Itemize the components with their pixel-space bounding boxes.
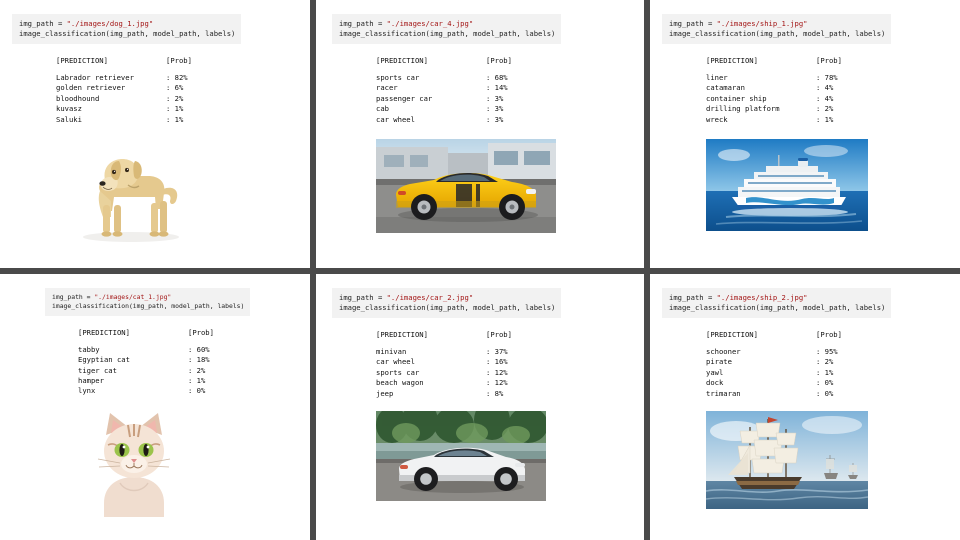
- cat-photo: [90, 407, 178, 517]
- prediction-prob: : 2%: [188, 365, 206, 375]
- code-line-2: image_classification(img_path, model_path, labels): [339, 303, 556, 313]
- dog-illustration: [56, 139, 206, 244]
- prediction-prob: : 6%: [166, 83, 184, 93]
- code-string-path: "./images/ship_2.jpg": [716, 293, 808, 302]
- prediction-label: schooner: [706, 346, 741, 356]
- tall-ship-illustration: [706, 411, 868, 509]
- prediction-label: hamper: [78, 375, 104, 385]
- code-string-path: "./images/ship_1.jpg": [716, 19, 808, 28]
- prediction-label: drilling platform: [706, 104, 780, 114]
- prediction-prob: : 1%: [816, 367, 834, 377]
- prediction-row: [706, 378, 960, 388]
- prediction-label: tiger cat: [78, 365, 117, 375]
- code-block-wrap: [650, 0, 960, 44]
- yellow-sports-car-photo: [376, 139, 556, 233]
- code-assignment: img_path =: [19, 19, 67, 28]
- prediction-header: [706, 56, 960, 66]
- prediction-col-header: [PREDICTION]: [56, 56, 108, 66]
- code-block-wrap: [650, 274, 960, 318]
- prediction-prob: : 12%: [486, 367, 508, 377]
- prediction-label: cab: [376, 104, 389, 114]
- prediction-row: [78, 366, 310, 376]
- prediction-prob: : 1%: [816, 114, 834, 124]
- prediction-header: [706, 330, 960, 340]
- prob-col-header: [Prob]: [486, 56, 512, 66]
- prediction-prob: : 3%: [486, 114, 504, 124]
- prediction-row: [376, 94, 644, 104]
- prediction-row: [376, 83, 644, 93]
- prediction-label: catamaran: [706, 83, 745, 93]
- code-line-2: image_classification(img_path, model_path, labels): [669, 303, 886, 313]
- prediction-row: [56, 83, 310, 93]
- prediction-row: [376, 378, 644, 388]
- prediction-prob: : 12%: [486, 378, 508, 388]
- prediction-prob: : 8%: [486, 388, 504, 398]
- code-line-1: [339, 19, 555, 29]
- prob-col-header: [Prob]: [188, 328, 214, 338]
- prediction-area: [650, 330, 960, 399]
- prediction-row: [376, 357, 644, 367]
- prediction-row: [706, 94, 960, 104]
- prediction-label: golden retriever: [56, 83, 126, 93]
- prediction-row: [56, 73, 310, 83]
- panel-car-2: [316, 274, 644, 540]
- prediction-row: [706, 104, 960, 114]
- panel-ship-2: [650, 274, 960, 540]
- panel-ship-1: [650, 0, 960, 268]
- prediction-prob: : 2%: [166, 93, 184, 103]
- prediction-label: Egyptian cat: [78, 355, 130, 365]
- prediction-label: passenger car: [376, 93, 433, 103]
- code-block[interactable]: [332, 288, 561, 318]
- prediction-label: minivan: [376, 346, 407, 356]
- prediction-prob: : 3%: [486, 93, 504, 103]
- prediction-label: jeep: [376, 388, 394, 398]
- prediction-header: [56, 56, 310, 66]
- tall-ship-photo: [706, 411, 868, 509]
- prediction-row: [706, 357, 960, 367]
- prediction-prob: : 16%: [486, 357, 508, 367]
- prediction-label: container ship: [706, 93, 767, 103]
- prediction-prob: : 1%: [166, 114, 184, 124]
- prediction-label: tabby: [78, 344, 100, 354]
- code-assignment: img_path =: [669, 293, 717, 302]
- prediction-prob: : 3%: [486, 104, 504, 114]
- prediction-row: [376, 347, 644, 357]
- prediction-row: [706, 368, 960, 378]
- prediction-row: [78, 376, 310, 386]
- prediction-col-header: [PREDICTION]: [376, 330, 428, 340]
- prob-col-header: [Prob]: [166, 56, 192, 66]
- prediction-prob: : 0%: [816, 378, 834, 388]
- code-block[interactable]: [332, 14, 561, 44]
- prediction-label: racer: [376, 83, 398, 93]
- code-line-1: [669, 293, 885, 303]
- prediction-label: sports car: [376, 367, 420, 377]
- sports-car-illustration: [376, 139, 556, 233]
- prediction-row: [376, 104, 644, 114]
- panel-dog-1: [0, 0, 310, 268]
- code-string-path: "./images/cat_1.jpg": [94, 293, 172, 301]
- dog-photo: [56, 139, 206, 244]
- prediction-prob: : 2%: [816, 104, 834, 114]
- cruise-ship-illustration: [706, 139, 868, 231]
- prediction-col-header: [PREDICTION]: [78, 328, 130, 338]
- prediction-label: Saluki: [56, 114, 82, 124]
- prediction-prob: : 82%: [166, 72, 188, 82]
- cat-illustration: [90, 407, 178, 517]
- code-block-wrap: [316, 274, 644, 318]
- prediction-row: [376, 368, 644, 378]
- prediction-prob: : 0%: [188, 386, 206, 396]
- code-line-1: [669, 19, 885, 29]
- prediction-row: [376, 389, 644, 399]
- prediction-label: lynx: [78, 386, 96, 396]
- code-block-wrap: [316, 0, 644, 44]
- prediction-row: [78, 386, 310, 396]
- prediction-label: liner: [706, 72, 728, 82]
- prediction-label: pirate: [706, 357, 732, 367]
- prediction-label: beach wagon: [376, 378, 424, 388]
- prediction-prob: : 14%: [486, 83, 508, 93]
- code-assignment: img_path =: [52, 293, 95, 301]
- prediction-label: car wheel: [376, 114, 415, 124]
- prediction-label: wreck: [706, 114, 728, 124]
- code-assignment: img_path =: [669, 19, 717, 28]
- prediction-area: [650, 56, 960, 125]
- prediction-prob: : 2%: [816, 357, 834, 367]
- prediction-row: [78, 345, 310, 355]
- code-line-2: image_classification(img_path, model_path, labels): [669, 29, 886, 39]
- prediction-prob: : 18%: [188, 355, 210, 365]
- prediction-prob: : 0%: [816, 388, 834, 398]
- prediction-header: [78, 328, 310, 338]
- prediction-prob: : 68%: [486, 72, 508, 82]
- code-block[interactable]: [45, 288, 250, 316]
- prob-col-header: [Prob]: [816, 330, 842, 340]
- code-line-1: [339, 293, 555, 303]
- prob-col-header: [Prob]: [816, 56, 842, 66]
- code-string-path: "./images/dog_1.jpg": [66, 19, 154, 28]
- code-assignment: img_path =: [339, 19, 387, 28]
- prediction-prob: : 1%: [166, 104, 184, 114]
- prediction-label: car wheel: [376, 357, 415, 367]
- prediction-area: [316, 330, 644, 399]
- code-string-path: "./images/car_2.jpg": [386, 293, 474, 302]
- prediction-header: [376, 56, 644, 66]
- code-line-2: image_classification(img_path, model_path, labels): [339, 29, 556, 39]
- suv-illustration: [376, 411, 546, 501]
- prediction-prob: : 4%: [816, 93, 834, 103]
- prediction-row: [56, 104, 310, 114]
- prediction-row: [376, 115, 644, 125]
- prediction-prob: : 37%: [486, 346, 508, 356]
- code-block-wrap: [0, 0, 310, 44]
- prediction-row: [706, 347, 960, 357]
- prediction-row: [706, 389, 960, 399]
- prediction-prob: : 95%: [816, 346, 838, 356]
- prediction-label: bloodhound: [56, 93, 100, 103]
- prediction-row: [56, 94, 310, 104]
- code-string-path: "./images/car_4.jpg": [386, 19, 474, 28]
- prediction-area: [0, 328, 310, 397]
- prediction-label: yawl: [706, 367, 724, 377]
- prediction-label: sports car: [376, 72, 420, 82]
- prediction-col-header: [PREDICTION]: [706, 56, 758, 66]
- code-block-wrap: [0, 274, 310, 316]
- prediction-row: [706, 115, 960, 125]
- prediction-prob: : 4%: [816, 83, 834, 93]
- prediction-row: [706, 73, 960, 83]
- prediction-row: [56, 115, 310, 125]
- prediction-col-header: [PREDICTION]: [706, 330, 758, 340]
- code-line-2: image_classification(img_path, model_path, labels): [19, 29, 236, 39]
- panel-car-4: [316, 0, 644, 268]
- prob-col-header: [Prob]: [486, 330, 512, 340]
- code-line-1: [19, 19, 235, 29]
- code-line-1: [52, 293, 244, 302]
- code-block[interactable]: [12, 14, 241, 44]
- code-block[interactable]: [662, 14, 891, 44]
- prediction-row: [376, 73, 644, 83]
- prediction-header: [376, 330, 644, 340]
- prediction-prob: : 78%: [816, 72, 838, 82]
- prediction-label: dock: [706, 378, 724, 388]
- code-block[interactable]: [662, 288, 891, 318]
- panel-cat-1: [0, 274, 310, 540]
- prediction-col-header: [PREDICTION]: [376, 56, 428, 66]
- white-suv-photo: [376, 411, 546, 501]
- prediction-row: [78, 355, 310, 365]
- prediction-area: [316, 56, 644, 125]
- prediction-prob: : 60%: [188, 344, 210, 354]
- prediction-prob: : 1%: [188, 375, 206, 385]
- code-line-2: image_classification(img_path, model_path, labels): [52, 302, 245, 311]
- prediction-area: [0, 56, 310, 125]
- cruise-ship-photo: [706, 139, 868, 231]
- prediction-label: trimaran: [706, 388, 741, 398]
- prediction-label: kuvasz: [56, 104, 82, 114]
- prediction-row: [706, 83, 960, 93]
- code-assignment: img_path =: [339, 293, 387, 302]
- prediction-label: Labrador retriever: [56, 72, 134, 82]
